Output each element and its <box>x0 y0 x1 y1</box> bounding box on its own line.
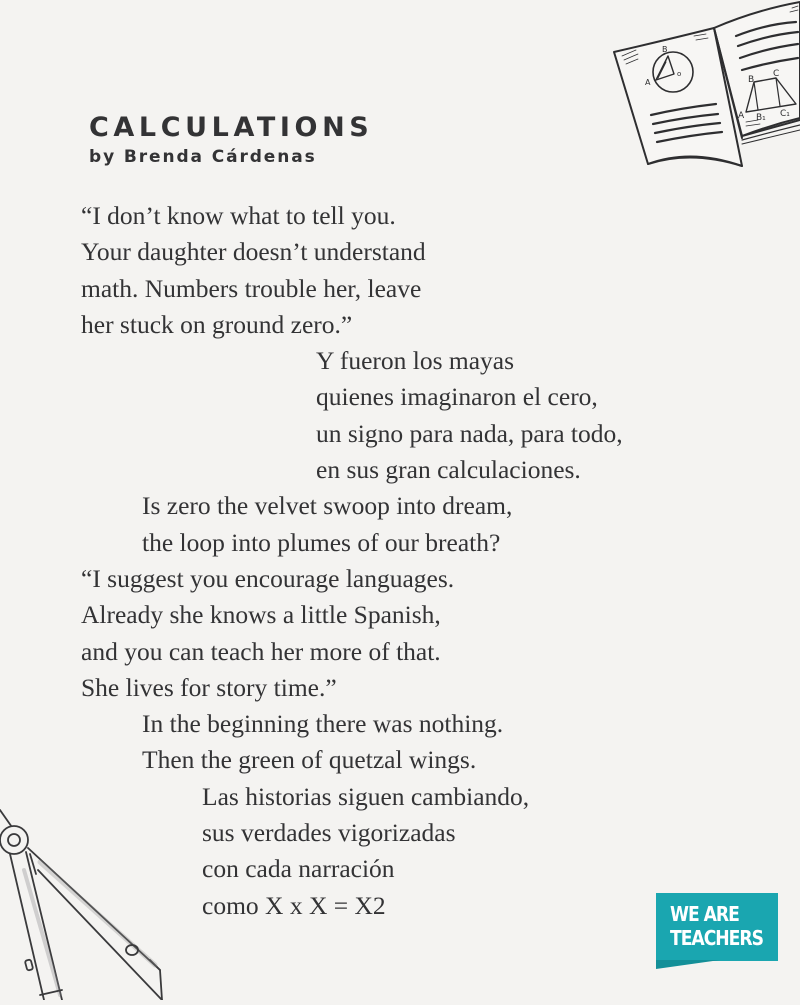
drawing-compass-icon <box>0 790 190 1000</box>
poem-line: and you can teach her more of that. <box>81 636 441 666</box>
poem-line: Las historias siguen cambiando, <box>202 781 530 811</box>
poem-line: “I suggest you encourage languages. <box>81 563 455 593</box>
poem-title: CALCULATIONS <box>89 112 374 143</box>
poem-line: math. Numbers trouble her, leave <box>81 273 422 303</box>
poem-line: She lives for story time.” <box>81 672 337 702</box>
poem-line: un signo para nada, para todo, <box>316 418 623 448</box>
poem-line: en sus gran calculaciones. <box>316 455 581 485</box>
we-are-teachers-logo <box>656 893 780 973</box>
poem-line: Then the green of quetzal wings. <box>142 745 477 775</box>
svg-text:A: A <box>645 78 651 87</box>
poem-line: Your daughter doesn’t understand <box>81 237 426 267</box>
poem-line: her stuck on ground zero.” <box>81 309 353 339</box>
title-block <box>89 112 373 168</box>
poem-line: the loop into plumes of our breath? <box>142 527 501 557</box>
poem-line: quienes imaginaron el cero, <box>316 382 598 412</box>
logo-badge-tail <box>656 960 720 969</box>
poem-line: como X x X = X2 <box>202 890 386 920</box>
svg-text:o: o <box>677 70 682 78</box>
logo-text <box>670 902 763 950</box>
svg-text:C₁: C₁ <box>780 109 790 119</box>
open-book-icon <box>596 0 800 172</box>
logo-line-2: TEACHERS <box>670 926 763 950</box>
svg-text:B₁: B₁ <box>756 113 766 123</box>
logo-line-1: WE ARE <box>670 902 739 926</box>
poem-line: sus verdades vigorizadas <box>202 818 456 848</box>
poem-author: by Brenda Cárdenas <box>89 147 317 167</box>
poem-line: con cada narración <box>202 854 395 884</box>
svg-text:C: C <box>773 69 780 79</box>
poem-line: In the beginning there was nothing. <box>142 709 504 739</box>
svg-text:A: A <box>738 111 745 121</box>
svg-text:B: B <box>662 45 668 54</box>
poem-line: Is zero the velvet swoop into dream, <box>142 491 513 521</box>
poem-line: Y fueron los mayas <box>316 346 515 376</box>
svg-text:B: B <box>748 75 755 85</box>
poem-line: “I don’t know what to tell you. <box>81 201 396 230</box>
poem-line: Already she knows a little Spanish, <box>81 600 441 630</box>
